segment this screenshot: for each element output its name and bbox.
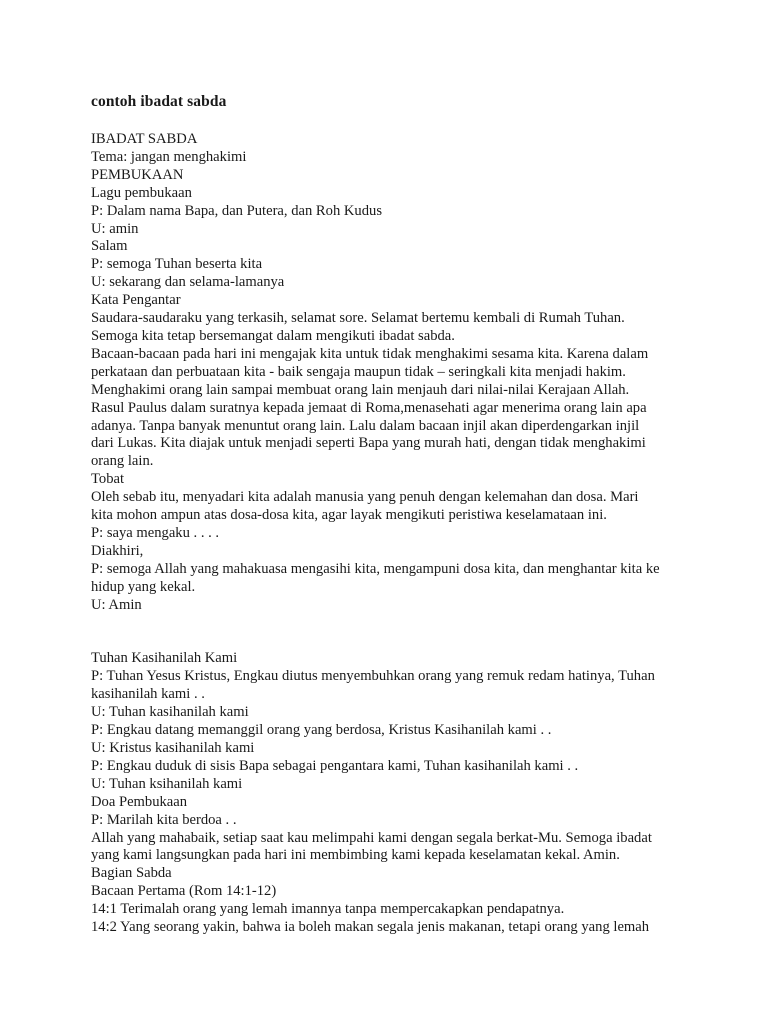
text-line: PEMBUKAAN [91,166,184,183]
text-line: U: Amin [91,596,142,613]
text-line: 14:2 Yang seorang yakin, bahwa ia boleh makan segala jenis makanan, tetapi orang yang lemah [91,919,650,936]
text-line: Doa Pembukaan [91,793,188,810]
text-line: P: Engkau duduk di sisis Bapa sebagai pengantara kami, Tuhan kasihanilah kami . . [91,757,579,774]
text-line: P: Engkau datang memanggil orang yang berdosa, Kristus Kasihanilah kami . . [91,722,552,739]
text-line: Menghakimi orang lain sampai membuat orang lain menjauh dari nilai-nilai Kerajaan Allah. [91,381,630,398]
text-line: P: saya mengaku . . . . [91,524,220,541]
text-line: U: Kristus kasihanilah kami [91,740,255,756]
text-line: Semoga kita tetap bersemangat dalam mengikuti ibadat sabda. [91,327,455,344]
text-line: kita mohon ampun atas dosa-dosa kita, agar layak mengikuti peristiwa keselamataan ini. [91,507,607,524]
text-line: Saudara-saudaraku yang terkasih, selamat sore. Selamat bertemu kembali di Rumah Tuhan. [91,310,625,327]
text-line: dari Lukas. Kita diajak untuk menjadi seperti Bapa yang murah hati, dengan tidak menghakimi [91,435,646,452]
text-line: orang lain. [91,453,154,470]
text-line: Allah yang mahabaik, setiap saat kau melimpahi kami dengan segala berkat-Mu. Semoga ibadat [91,829,652,846]
text-line: P: Marilah kita berdoa . . [91,811,237,828]
text-line: Bacaan-bacaan pada hari ini mengajak kita untuk tidak menghakimi sesama kita. Karena dalam [91,345,649,362]
text-line: Salam [91,238,128,255]
text-line: P: Dalam nama Bapa, dan Putera, dan Roh Kudus [91,202,383,219]
text-line: kasihanilah kami . . [91,686,205,703]
text-line: perkataan dan perbuataan kita - baik sengaja maupun tidak – seringkali kita menjadi hakim. [91,363,626,380]
text-line: U: Tuhan kasihanilah kami [91,704,249,721]
text-line: P: semoga Allah yang mahakuasa mengasihi kita, mengampuni dosa kita, dan menghantar kita ke [91,560,660,577]
text-line: Tobat [91,471,125,488]
text-line: Lagu pembukaan [91,184,192,201]
text-line: U: Tuhan ksihanilah kami [91,775,243,792]
text-line: Kata Pengantar [91,292,181,309]
text-line: hidup yang kekal. [91,578,196,595]
text-line: IBADAT SABDA [91,131,198,147]
text-line: P: semoga Tuhan beserta kita [91,256,263,273]
text-line: adanya. Tanpa banyak menuntut orang lain. Lalu dalam bacaan injil akan diperdengarkan injil [91,417,640,434]
text-line: U: amin [91,220,139,237]
text-line: Bagian Sabda [91,865,172,882]
text-line: Oleh sebab itu, menyadari kita adalah manusia yang penuh dengan kelemahan dan dosa. Mari [91,489,639,506]
text-line: P: Tuhan Yesus Kristus, Engkau diutus menyembuhkan orang yang remuk redam hatinya, Tuhan [91,668,655,685]
text-line: Diakhiri, [91,542,144,559]
document-title: contoh ibadat sabda [91,93,227,110]
text-line: 14:1 Terimalah orang yang lemah imannya tanpa mempercakapkan pendapatnya. [91,901,565,918]
text-line: Rasul Paulus dalam suratnya kepada jemaat di Roma,menasehati agar menerima orang lain apa [91,399,647,416]
text-line: Tuhan Kasihanilah Kami [91,650,238,667]
document-body-section-2 [91,650,698,937]
text-line: U: sekarang dan selama-lamanya [91,274,285,291]
text-line: yang kami langsungkan pada hari ini membimbing kami kepada keselamatan kekal. Amin. [91,847,620,864]
section-spacer [91,614,698,650]
text-line: Tema: jangan menghakimi [91,148,247,165]
text-line: Bacaan Pertama (Rom 14:1-12) [91,883,277,900]
document-body-section-1 [91,131,698,614]
